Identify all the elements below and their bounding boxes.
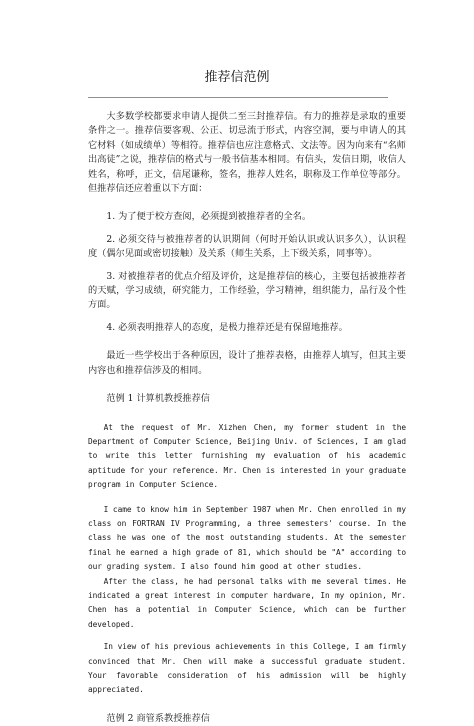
page-title: 推荐信范例 [204,70,270,85]
example-1-paragraph: At the request of Mr. Xizhen Chen, my former student in the Department of Computer Science, Beijing Univ. of Sciences, I am glad to write this letter furnishing my evaluation of his academic aptitude for your reference. Mr. Chen is interested in your graduate program in Computer Science. [88,422,406,490]
example-2-heading: 范例 2 商管系教授推荐信 [106,712,210,724]
point-2: 2. 必须交待与被推荐者的认识期间（何时开始认识或认识多久），认识程度（偶尔见面或密切接触）及关系（师生关系，上下级关系，同事等）。 [88,233,406,260]
intro-paragraph: 大多数学校都要求申请人提供二至三封推荐信。有力的推荐是录取的重要条件之一。推荐信要客观、公正、切忌流于形式，内容空洞，要与申请人的其它材料（如成绩单）等相符。推荐信也应注意格式、文法等。因为向来有“名师出高徒”之说，推荐信的格式与一般书信基本相同。有信头，发信日期，收信人姓名，称呼，正文，信尾谦称，签名，推荐人姓名，职称及工作单位等部分。但推荐信还应着重以下方面： [88,111,406,195]
document-body [88,110,406,726]
point-3: 3. 对被推荐者的优点介绍及评价，这是推荐信的核心，主要包括被推荐者的天赋，学习成绩，研究能力，工作经验，学习精神，组织能力，品行及个性方面。 [88,270,406,311]
point-4: 4. 必须表明推荐人的态度，是极力推荐还是有保留地推荐。 [106,321,348,333]
title-divider [88,97,388,98]
example-1-paragraph: After the class, he had personal talks with me several times. He indicated a great interest in computer hardware, In my opinion, Mr. Chen has a potential in Computer Science, which can be further developed. [88,576,406,629]
point-1: 1. 为了便于校方查阅，必须提到被推荐者的全名。 [106,211,312,223]
example-1-paragraph: In view of his previous achievements in this College, I am firmly convinced that Mr. Chen will make a successful graduate student. Your favorable consideration of his admission will be highly appreciated. [88,642,406,695]
example-1-heading: 范例 1 计算机教授推荐信 [106,393,210,405]
closing-note: 最近一些学校出于各种原因，设计了推荐表格，由推荐人填写，但其主要内容也和推荐信涉及的相同。 [88,350,406,376]
example-1-paragraph: I came to know him in September 1987 when Mr. Chen enrolled in my class on FORTRAN IV Programming, a three semesters' course. In the class he was one of the most outstanding students. At the semester final he earned a high grade of 81, which should be "A" according to our grading system. I also found him good at other studies. [88,504,406,572]
